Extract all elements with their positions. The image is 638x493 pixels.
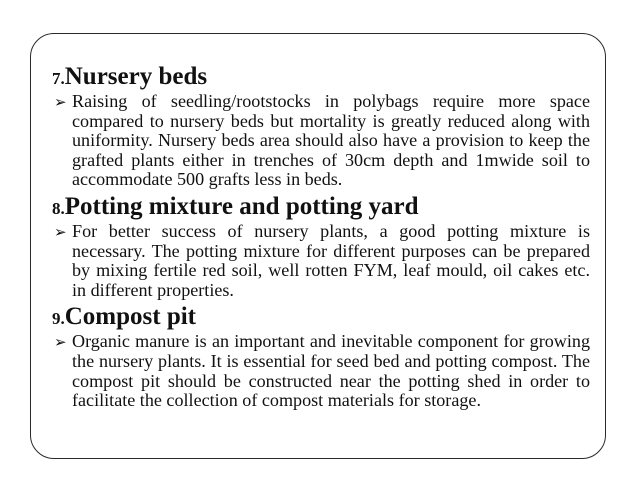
bullet-item: [52, 92, 590, 190]
section-title: Nursery beds: [64, 63, 208, 90]
bullet-text: Organic manure is an important and inevitable component for growing the nursery plants. It is essential for seed bed and potting compost. The compost pit should be constructed near the potting shed in order to facilitate the collection of compost materials for storage.: [72, 331, 590, 411]
slide-content: [52, 58, 590, 413]
arrow-right-icon: ➢: [54, 333, 67, 352]
section-potting-mixture: [52, 192, 590, 300]
bullet-item: [52, 332, 590, 410]
arrow-right-icon: ➢: [54, 93, 67, 111]
bullet-item: [52, 222, 590, 300]
section-compost-pit: [52, 302, 590, 410]
section-nursery-beds: [52, 62, 590, 190]
section-heading: [52, 192, 590, 222]
arrow-right-icon: ➢: [54, 222, 67, 241]
bullet-text: Raising of seedling/rootstocks in polybags require more space compared to nursery beds but mortality is greatly reduced along with uniformity. Nursery beds area should also have a provision to keep the grafted plants either in trenches of 30cm depth and 1mwide soil to accommodate 500 grafts less in beds.: [72, 91, 590, 190]
section-title: Potting mixture and potting yard: [64, 192, 419, 220]
section-heading: [52, 62, 590, 92]
section-number: 8.: [52, 198, 65, 218]
section-heading: [52, 302, 590, 332]
section-number: 9.: [52, 309, 65, 329]
section-number: 7.: [52, 69, 65, 88]
bullet-text: For better success of nursery plants, a good potting mixture is necessary. The potting mixture for different purposes can be prepared by mixing fertile red soil, well rotten FYM, leaf mould, oil cakes etc. in different properties.: [72, 220, 590, 300]
section-title: Compost pit: [64, 303, 197, 331]
